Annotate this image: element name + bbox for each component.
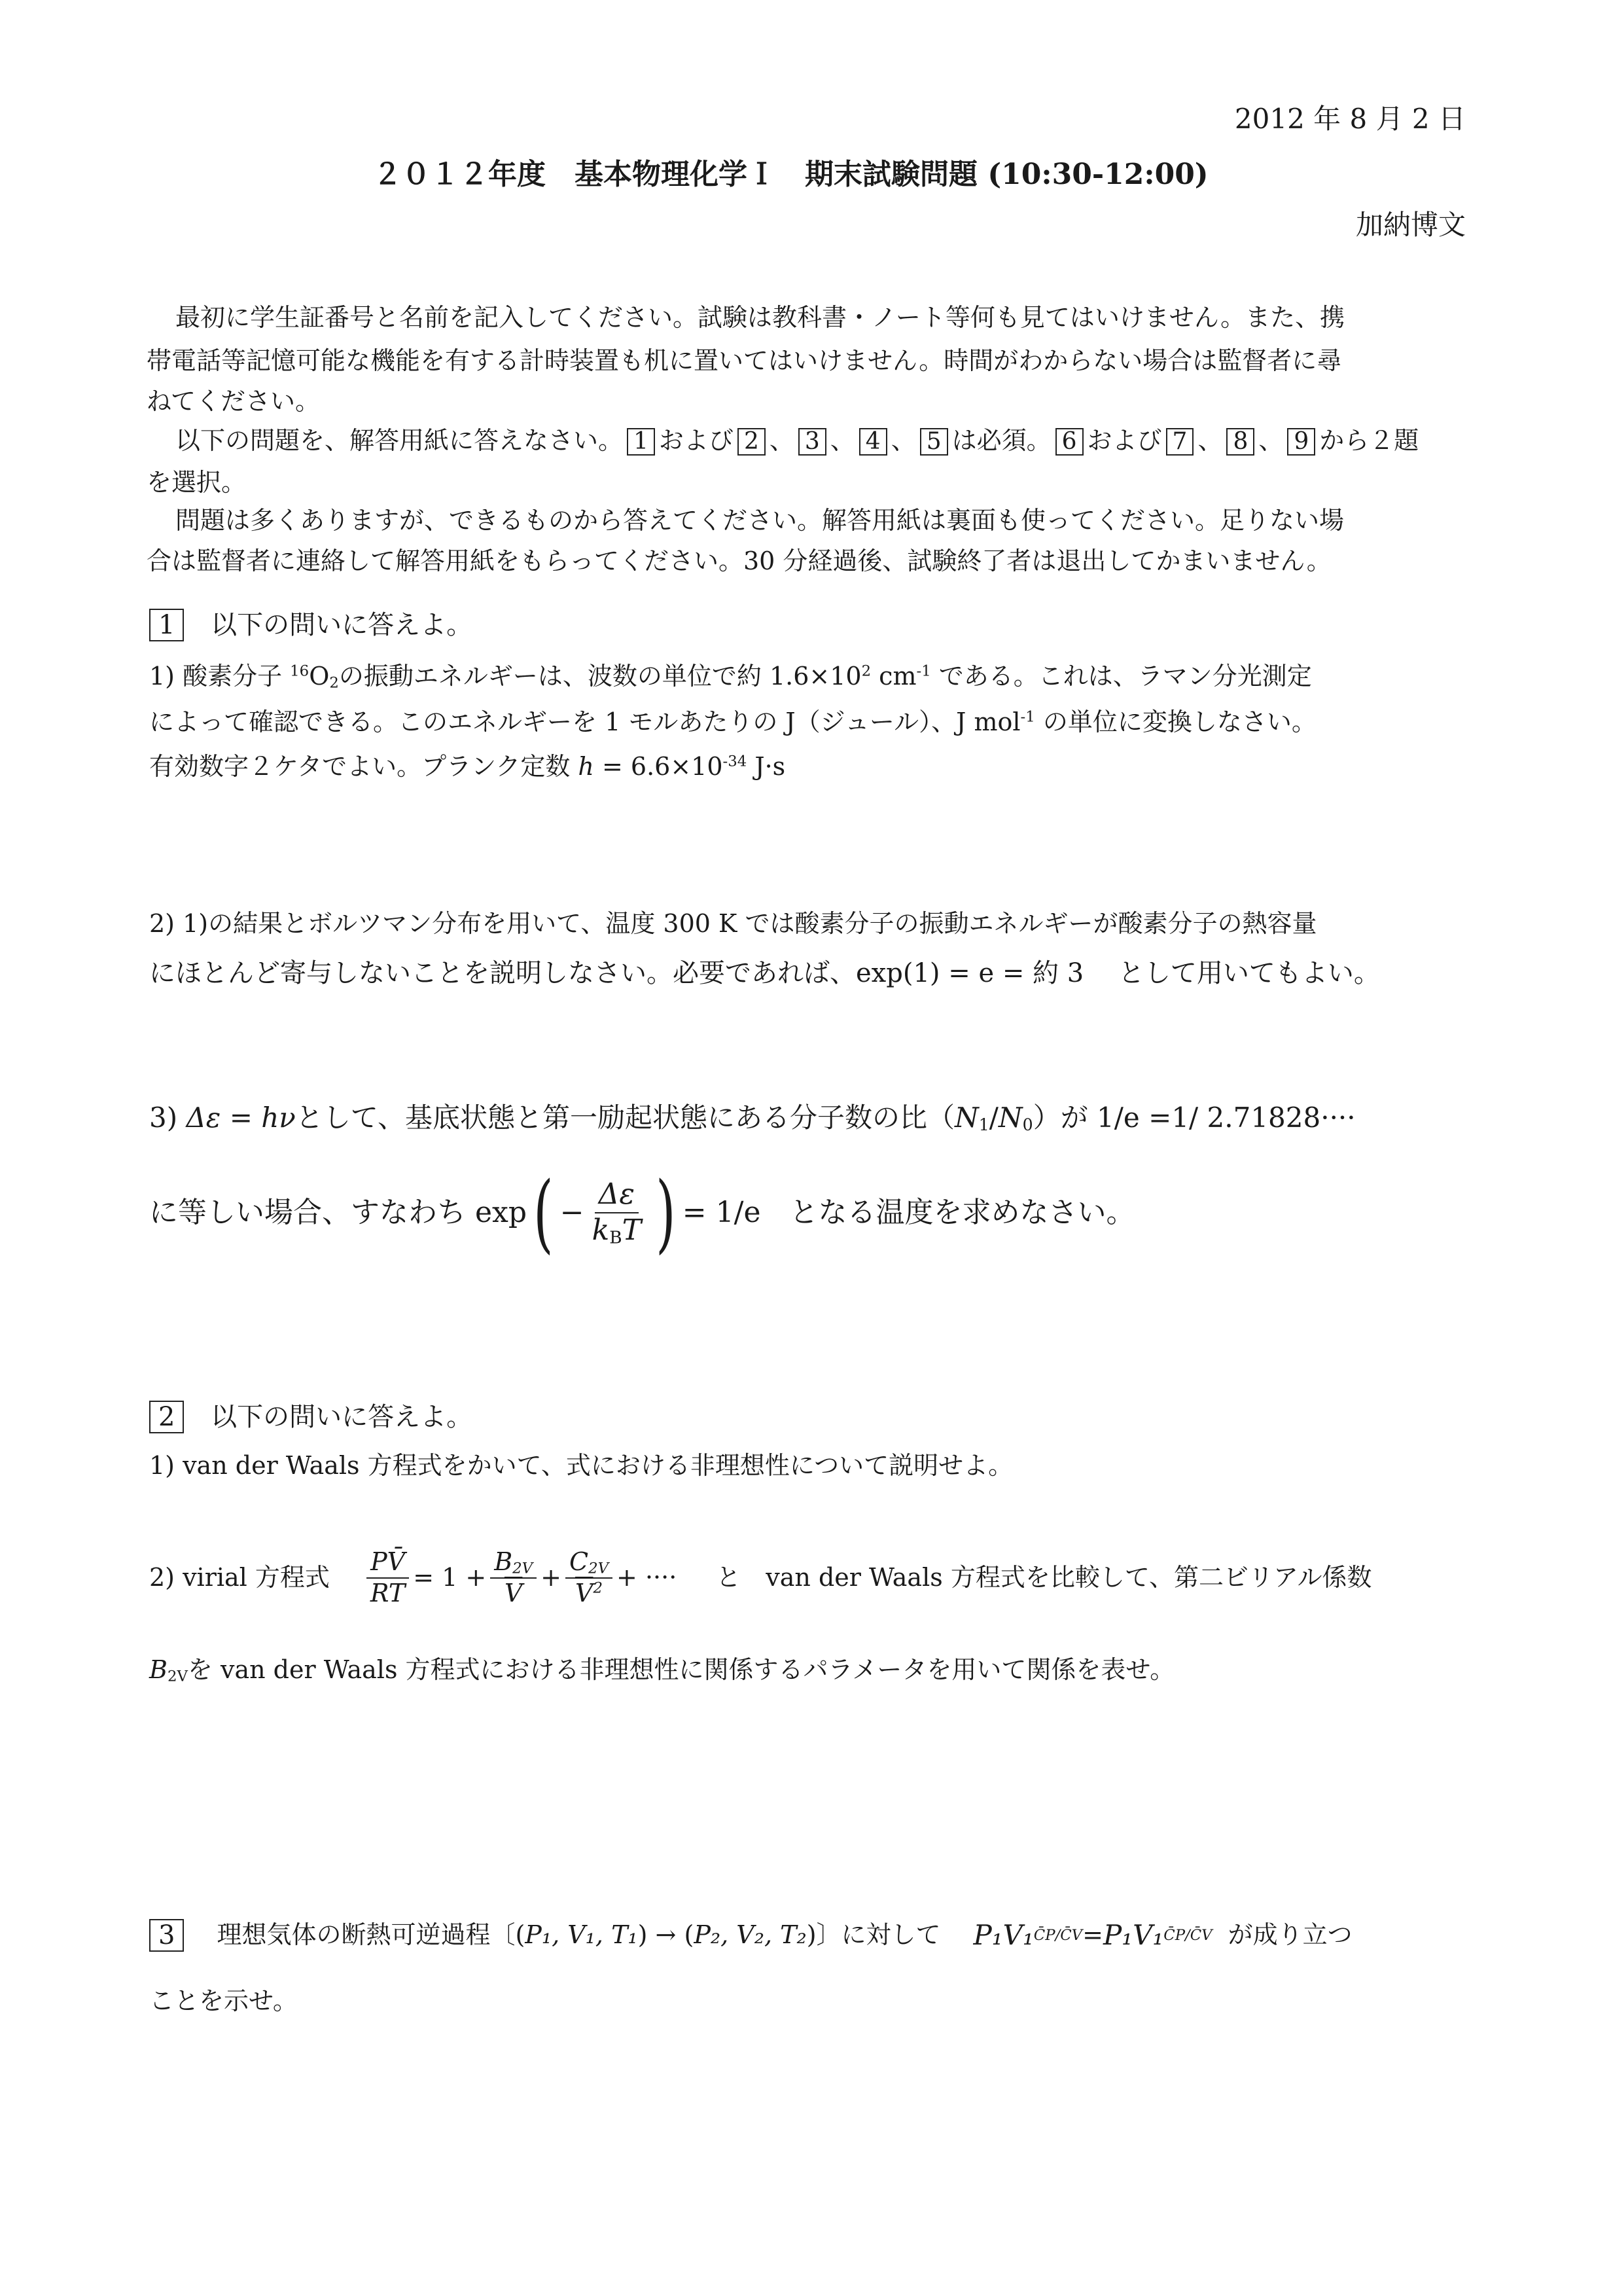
text: の振動エネルギーは、波数の単位で約 1.6×10 <box>338 662 862 691</box>
text: の単位に変換しなさい。 <box>1035 708 1317 736</box>
text: と van der Waals 方程式を比較して、第二ビリアル係数 <box>716 1562 1372 1592</box>
text: = 6.6×10 <box>593 752 723 781</box>
fraction-numerator: Δε <box>595 1177 639 1213</box>
q1-part2-line1: 2) 1)の結果とボルツマン分布を用いて、温度 300 K では酸素分子の振動エネルギーが酸素分子の熱容量 <box>149 909 1317 938</box>
exam-date: 2012 年 8 月 2 日 <box>1234 103 1466 135</box>
subscript: 2 <box>329 674 339 692</box>
text: が成り立つ <box>1228 1920 1353 1950</box>
required-suffix: は必須。 <box>951 426 1052 455</box>
planck-symbol: h <box>578 752 594 781</box>
text: として、基底状態と第一励起状態にある分子数の比（ <box>295 1102 955 1134</box>
arrow: ) → ( <box>637 1920 694 1950</box>
n1-symbol: N <box>954 1102 979 1134</box>
superscript: 2 <box>861 662 872 680</box>
text: = 1/e となる温度を求めなさい。 <box>682 1195 1135 1229</box>
text: 有効数字２ケタでよい。プランク定数 <box>149 752 578 781</box>
q3-number-box: 3 <box>149 1919 184 1952</box>
equation-rhs: P₁V₁ <box>1103 1918 1164 1951</box>
lhs-fraction <box>366 1547 409 1608</box>
instructions-line-4 <box>175 427 1419 456</box>
n0-symbol: N <box>998 1102 1023 1134</box>
text: 1) 酸素分子 <box>149 662 291 691</box>
equals-sign: = <box>1082 1920 1103 1950</box>
final-state: P₂, V₂, T₂ <box>694 1920 807 1950</box>
k-symbol: k <box>592 1213 610 1247</box>
text: に等しい場合、すなわち exp <box>149 1195 527 1229</box>
text: 3) <box>149 1102 186 1134</box>
equation-lhs: P₁V₁ <box>973 1918 1034 1951</box>
text: O <box>309 662 330 691</box>
q1-part3-line1 <box>149 1102 1356 1134</box>
text: / <box>989 1102 999 1134</box>
instructions-line-1: 最初に学生証番号と名前を記入してください。試験は教科書・ノート等何も見てはいけません。また、携 <box>175 303 1345 332</box>
q2-part2-line1 <box>149 1547 1372 1608</box>
energy-equation: Δε = hν <box>186 1102 296 1134</box>
subscript: B <box>609 1227 622 1248</box>
b-symbol: B <box>494 1547 513 1576</box>
c-fraction <box>565 1547 612 1608</box>
instructions-line-2: 帯電話等記憶可能な機能を有する計時装置も机に置いてはいけません。時間がわからない場合は監督者に尋 <box>147 346 1342 375</box>
joiner-oyobi: および <box>658 426 734 455</box>
fraction-numerator <box>565 1547 612 1579</box>
text: )〕に対して <box>806 1920 941 1950</box>
superscript: 2 <box>593 1579 603 1596</box>
q2-heading <box>149 1401 472 1433</box>
exponent-fraction <box>588 1177 645 1248</box>
q3-line1: 3 理想気体の断熱可逆過程〔( P₁, V₁, T₁ ) → ( P₂, V₂, T₂ )〕に対して P₁V₁ C̄P/C̄V = P₁V₁ C̄P/C̄V が成り立つ <box>149 1919 1353 1952</box>
instructions-line-3: ねてください。 <box>147 387 321 416</box>
text: cm <box>871 662 917 691</box>
q2-heading-text: 以下の問いに答えよ。 <box>211 1402 473 1432</box>
question-box-7: 7 <box>1166 428 1194 456</box>
sep: 、 <box>1258 426 1284 455</box>
question-box-5: 5 <box>920 428 948 456</box>
minus-sign: − <box>559 1195 584 1229</box>
q1-heading <box>149 609 472 641</box>
q1-number-box: 1 <box>149 609 184 641</box>
sep: 、 <box>1197 426 1223 455</box>
subscript: 2V <box>588 1560 609 1577</box>
text: を van der Waals 方程式における非理想性に関係するパラメータを用いて関係を表せ。 <box>187 1655 1175 1684</box>
fraction-numerator <box>490 1547 537 1579</box>
subscript: 1 <box>978 1115 989 1135</box>
superscript: -1 <box>916 662 931 680</box>
b-fraction <box>490 1547 537 1608</box>
question-box-1: 1 <box>627 428 655 456</box>
text: である。これは、ラマン分光測定 <box>930 662 1312 691</box>
instructions-line-7: 合は監督者に連絡して解答用紙をもらってください。30 分経過後、試験終了者は退出してかまいません。 <box>147 547 1332 575</box>
exam-author: 加納博文 <box>1355 209 1466 241</box>
equals-one-plus: = 1 + <box>413 1562 487 1592</box>
isotope-superscript: 16 <box>290 662 310 680</box>
q3-line2: ことを示せ。 <box>149 1986 298 2015</box>
instructions-prefix: 以下の問題を、解答用紙に答えなさい。 <box>175 426 624 455</box>
question-box-8: 8 <box>1226 428 1254 456</box>
right-paren: ) <box>656 1163 676 1263</box>
q1-heading-text: 以下の問いに答えよ。 <box>211 610 473 640</box>
instructions-line-5: を選択。 <box>147 468 247 497</box>
optional-suffix: から２題 <box>1319 426 1419 455</box>
subscript: 2V <box>512 1560 533 1577</box>
fraction-numerator: PV̄ <box>366 1547 409 1579</box>
series-continuation: + ···· <box>616 1562 677 1592</box>
question-box-3: 3 <box>798 428 826 456</box>
q1-part3-line2 <box>149 1163 1135 1263</box>
fraction-denominator <box>588 1213 645 1248</box>
initial-state: P₁, V₁, T₁ <box>525 1920 638 1950</box>
instructions-line-6: 問題は多くありますが、できるものから答えてください。解答用紙は裏面も使ってください。足りない場 <box>175 506 1345 535</box>
fraction-denominator <box>571 1579 607 1609</box>
superscript: -1 <box>1020 708 1035 726</box>
subscript: 2V <box>167 1668 188 1685</box>
sep: 、 <box>769 426 794 455</box>
q1-part1-line1 <box>149 662 1312 691</box>
superscript: -34 <box>722 753 747 770</box>
q2-part2-line2 <box>149 1656 1175 1685</box>
q2-number-box: 2 <box>149 1401 184 1433</box>
left-paren: ( <box>533 1163 554 1263</box>
question-box-6: 6 <box>1055 428 1084 456</box>
sep: 、 <box>891 426 916 455</box>
q1-part1-line3 <box>149 753 785 781</box>
plus-sign: + <box>540 1562 561 1592</box>
text: ）が 1/e =1/ 2.71828···· <box>1033 1102 1356 1134</box>
v-symbol: $\overline{V}$ <box>575 1578 593 1607</box>
c-symbol: C <box>569 1547 589 1576</box>
sep: 、 <box>830 426 855 455</box>
text: 2) virial 方程式 <box>149 1562 330 1592</box>
fraction-denominator: RT <box>370 1578 406 1607</box>
q1-part2-line2: にほとんど寄与しないことを説明しなさい。必要であれば、exp(1) = e = 約 3 として用いてもよい。 <box>149 958 1380 988</box>
text: によって確認できる。このエネルギーを 1 モルあたりの J（ジュール）、J mol <box>149 708 1021 736</box>
t-symbol: T <box>622 1213 642 1247</box>
subscript: 0 <box>1022 1115 1033 1135</box>
text: J·s <box>747 752 786 781</box>
question-box-2: 2 <box>737 428 766 456</box>
fraction-denominator: V <box>504 1578 523 1607</box>
b-symbol: B <box>149 1655 168 1684</box>
joiner-oyobi: および <box>1087 426 1162 455</box>
question-box-4: 4 <box>859 428 887 456</box>
exam-title: ２０１２年度 基本物理化学Ｉ 期末試験問題 (10:30-12:00) <box>373 158 1209 191</box>
text: 理想気体の断熱可逆過程〔( <box>217 1920 525 1950</box>
question-box-9: 9 <box>1287 428 1315 456</box>
q2-part1: 1) van der Waals 方程式をかいて、式における非理想性について説明せよ。 <box>149 1451 1014 1480</box>
q1-part1-line2 <box>149 708 1317 737</box>
